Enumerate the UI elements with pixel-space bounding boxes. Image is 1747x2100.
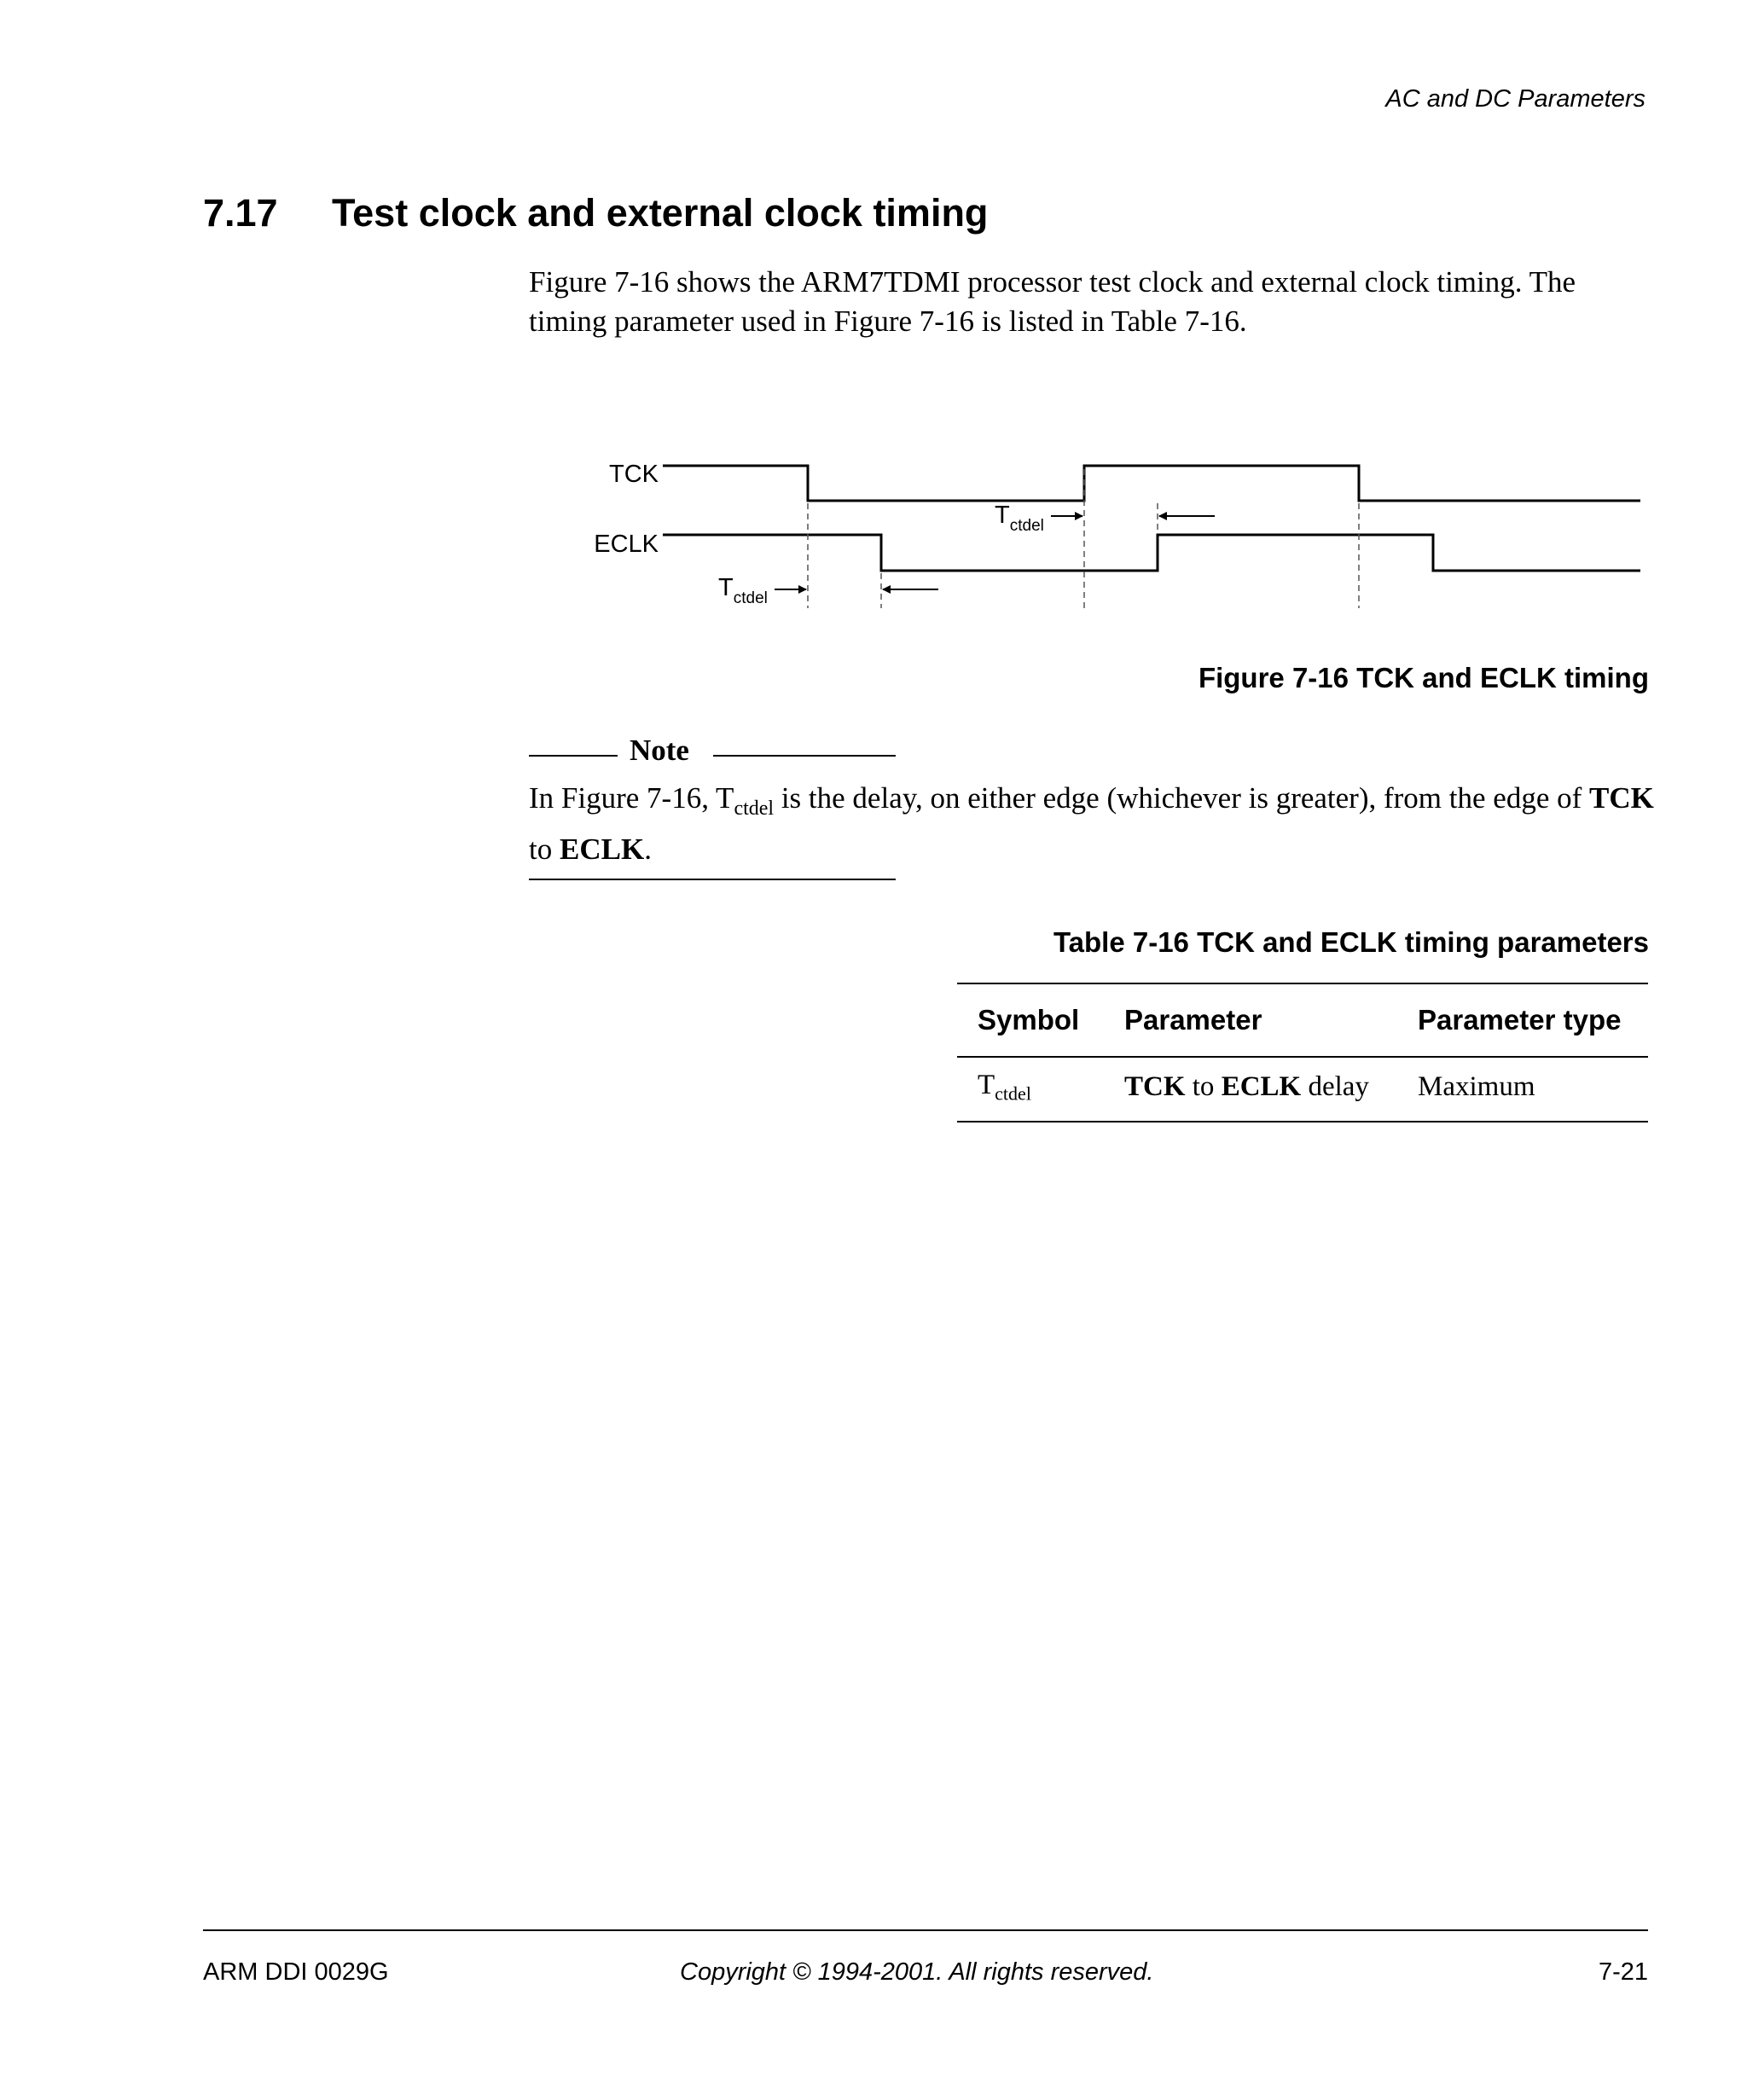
table-header-row	[957, 983, 1648, 1057]
header-parameter-type: Parameter type	[1397, 983, 1648, 1057]
footer-copyright: Copyright © 1994-2001. All rights reserved.	[680, 1958, 1154, 1986]
cell-parameter: TCK to ECLK delay	[1104, 1057, 1397, 1122]
cell-symbol: $T_{ctdel}$	[957, 1057, 1104, 1122]
footer-doc-id: ARM DDI 0029G	[203, 1958, 389, 1986]
tck-waveform	[663, 466, 1640, 501]
eclk-waveform	[663, 535, 1640, 571]
table-row	[957, 1057, 1648, 1122]
figure-caption: Figure 7-16 TCK and ECLK timing	[1198, 662, 1649, 693]
section-number: 7.17	[203, 191, 278, 235]
table-caption: Table 7-16 TCK and ECLK timing parameters	[1053, 926, 1649, 958]
tck-label: TCK	[609, 461, 659, 488]
section-title: Test clock and external clock timing	[332, 191, 989, 235]
note-rule	[713, 755, 896, 757]
footer-page-number: 7-21	[1598, 1958, 1648, 1986]
intro-paragraph: Figure 7-16 shows the ARM7TDMI processor test clock and external clock timing. The timing parameter used in Figure 7-16 is listed in Table 7-16.	[529, 265, 1576, 338]
cell-parameter-type: Maximum	[1397, 1057, 1648, 1122]
running-header: AC and DC Parameters	[1385, 85, 1645, 113]
note-heading: Note	[630, 734, 689, 767]
footer-rule	[203, 1929, 1648, 1931]
header-parameter: Parameter	[1104, 983, 1397, 1057]
note-bottom-rule	[529, 879, 896, 880]
delay-label-1: $T_{ctdel}$	[718, 574, 768, 607]
note-rule	[529, 755, 618, 757]
note-heading-row	[529, 734, 896, 773]
timing-diagram	[563, 444, 1646, 631]
note-body: In Figure 7-16, $T_{ctdel}$ is the delay, on either edge (whichever is greater), from the edge of TCK to ECLK.	[529, 781, 1654, 866]
eclk-label: ECLK	[594, 531, 659, 558]
parameters-table	[957, 983, 1648, 1123]
delay-label-2: $T_{ctdel}$	[995, 502, 1044, 535]
header-symbol: Symbol	[957, 983, 1104, 1057]
